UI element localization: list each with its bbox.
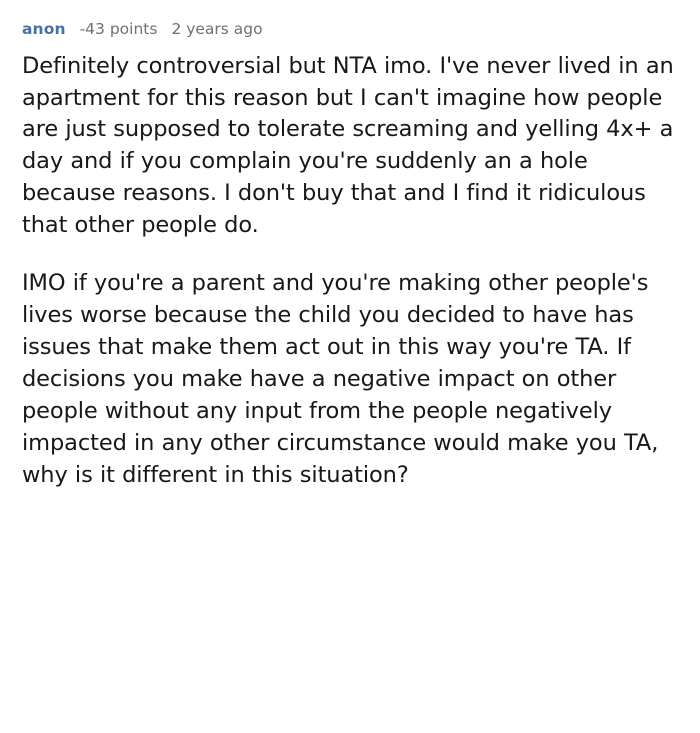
comment-timestamp: 2 years ago — [171, 20, 263, 38]
comment-body — [22, 51, 678, 492]
comment-author[interactable]: anon — [22, 20, 66, 38]
comment-meta — [22, 20, 678, 39]
comment-paragraph-2: IMO if you're a parent and you're making other people's lives worse because the child you decided to have has issues that make them act out in this way you're TA. If decisions you make have a negative impact on other people without any input from the people negatively impacted in any other circumstance would make you TA, why is it different in this situation? — [22, 270, 659, 488]
comment-score: -43 points — [79, 20, 158, 38]
comment-paragraph-1: Definitely controversial but NTA imo. I've never lived in an apartment for this reason but I can't imagine how people are just supposed to tolerate screaming and yelling 4x+ a day and if you complain you're suddenly an a hole because reasons. I don't buy that and I find it ridiculous that other people do. — [22, 52, 674, 239]
